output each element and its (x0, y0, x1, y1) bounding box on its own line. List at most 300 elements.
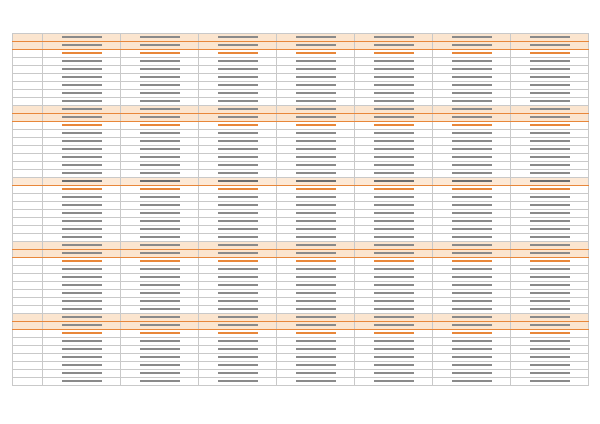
meal-cell (199, 338, 277, 346)
meal-cell (433, 282, 511, 290)
text-placeholder (452, 244, 492, 246)
text-placeholder (452, 92, 492, 94)
meal-cell (43, 378, 121, 386)
text-placeholder (374, 116, 414, 118)
text-placeholder (140, 380, 180, 382)
table-row (13, 378, 589, 386)
meal-cell (121, 74, 199, 82)
meal-cell (43, 354, 121, 362)
table-row (13, 298, 589, 306)
meal-cell (43, 90, 121, 98)
meal-cell (511, 50, 589, 58)
row-label-cell (13, 258, 43, 266)
meal-cell (199, 242, 277, 250)
meal-cell (277, 154, 355, 162)
text-placeholder (530, 372, 570, 374)
text-placeholder (296, 332, 336, 334)
text-placeholder (296, 236, 336, 238)
text-placeholder (140, 316, 180, 318)
meal-cell (43, 306, 121, 314)
text-placeholder (296, 364, 336, 366)
meal-cell (43, 194, 121, 202)
meal-cell (121, 266, 199, 274)
row-label-cell (13, 34, 43, 42)
meal-cell (43, 66, 121, 74)
text-placeholder (62, 100, 102, 102)
meal-cell (277, 242, 355, 250)
row-label-cell (13, 274, 43, 282)
meal-cell (277, 130, 355, 138)
text-placeholder (374, 180, 414, 182)
meal-cell (355, 114, 433, 122)
text-placeholder (296, 308, 336, 310)
meal-cell (43, 98, 121, 106)
text-placeholder (530, 92, 570, 94)
text-placeholder (296, 68, 336, 70)
text-placeholder (62, 244, 102, 246)
table-row (13, 154, 589, 162)
row-label-cell (13, 298, 43, 306)
meal-cell (511, 194, 589, 202)
meal-cell (433, 290, 511, 298)
text-placeholder (140, 196, 180, 198)
text-placeholder (530, 340, 570, 342)
table-row (13, 282, 589, 290)
text-placeholder (140, 300, 180, 302)
meal-cell (277, 378, 355, 386)
meal-cell (121, 330, 199, 338)
meal-cell (433, 58, 511, 66)
meal-cell (511, 290, 589, 298)
meal-cell (121, 218, 199, 226)
text-placeholder (530, 204, 570, 206)
meal-cell (43, 362, 121, 370)
text-placeholder (62, 316, 102, 318)
text-placeholder (452, 372, 492, 374)
text-placeholder (218, 348, 258, 350)
meal-cell (277, 202, 355, 210)
text-placeholder (452, 148, 492, 150)
meal-cell (121, 90, 199, 98)
text-placeholder (140, 44, 180, 46)
meal-cell (43, 338, 121, 346)
meal-cell (355, 194, 433, 202)
text-placeholder (452, 60, 492, 62)
row-label-cell (13, 50, 43, 58)
meal-cell (433, 170, 511, 178)
text-placeholder (140, 148, 180, 150)
text-placeholder (218, 68, 258, 70)
meal-cell (511, 210, 589, 218)
meal-cell (43, 258, 121, 266)
text-placeholder (62, 76, 102, 78)
text-placeholder (530, 356, 570, 358)
text-placeholder (530, 380, 570, 382)
meal-cell (121, 98, 199, 106)
meal-cell (355, 50, 433, 58)
text-placeholder (530, 332, 570, 334)
meal-cell (43, 298, 121, 306)
text-placeholder (218, 308, 258, 310)
meal-cell (199, 218, 277, 226)
text-placeholder (374, 84, 414, 86)
text-placeholder (296, 36, 336, 38)
text-placeholder (218, 372, 258, 374)
text-placeholder (452, 100, 492, 102)
text-placeholder (374, 276, 414, 278)
meal-cell (121, 50, 199, 58)
text-placeholder (296, 268, 336, 270)
table-row (13, 234, 589, 242)
meal-cell (277, 306, 355, 314)
text-placeholder (452, 364, 492, 366)
meal-cell (511, 106, 589, 114)
meal-cell (433, 202, 511, 210)
text-placeholder (530, 164, 570, 166)
text-placeholder (374, 204, 414, 206)
meal-cell (355, 370, 433, 378)
table-row (13, 58, 589, 66)
meal-cell (511, 362, 589, 370)
meal-cell (199, 202, 277, 210)
meal-cell (433, 250, 511, 258)
text-placeholder (296, 380, 336, 382)
meal-cell (433, 234, 511, 242)
text-placeholder (62, 84, 102, 86)
meal-cell (277, 298, 355, 306)
text-placeholder (218, 332, 258, 334)
meal-cell (43, 346, 121, 354)
table-row (13, 194, 589, 202)
meal-cell (433, 90, 511, 98)
row-label-cell (13, 138, 43, 146)
meal-cell (511, 338, 589, 346)
meal-cell (511, 322, 589, 330)
text-placeholder (296, 244, 336, 246)
text-placeholder (140, 356, 180, 358)
text-placeholder (218, 300, 258, 302)
text-placeholder (530, 324, 570, 326)
meal-cell (433, 66, 511, 74)
table-row (13, 162, 589, 170)
text-placeholder (452, 276, 492, 278)
section-header-row (13, 250, 589, 258)
meal-cell (121, 250, 199, 258)
row-label-cell (13, 130, 43, 138)
text-placeholder (62, 300, 102, 302)
text-placeholder (218, 340, 258, 342)
meal-cell (511, 74, 589, 82)
text-placeholder (218, 76, 258, 78)
text-placeholder (218, 244, 258, 246)
meal-cell (355, 274, 433, 282)
table-row (13, 138, 589, 146)
meal-cell (121, 186, 199, 194)
meal-cell (277, 42, 355, 50)
meal-cell (355, 330, 433, 338)
text-placeholder (218, 196, 258, 198)
text-placeholder (218, 228, 258, 230)
meal-cell (121, 58, 199, 66)
text-placeholder (218, 356, 258, 358)
table-row (13, 330, 589, 338)
text-placeholder (530, 180, 570, 182)
text-placeholder (218, 316, 258, 318)
text-placeholder (296, 300, 336, 302)
row-label-cell (13, 82, 43, 90)
meal-cell (199, 170, 277, 178)
table-row (13, 290, 589, 298)
row-label-cell (13, 194, 43, 202)
meal-cell (355, 258, 433, 266)
meal-cell (199, 98, 277, 106)
meal-cell (199, 274, 277, 282)
row-label-cell (13, 266, 43, 274)
meal-cell (199, 130, 277, 138)
text-placeholder (140, 324, 180, 326)
row-label-cell (13, 74, 43, 82)
text-placeholder (374, 380, 414, 382)
text-placeholder (140, 140, 180, 142)
meal-cell (355, 282, 433, 290)
text-placeholder (62, 140, 102, 142)
text-placeholder (374, 132, 414, 134)
text-placeholder (452, 268, 492, 270)
text-placeholder (62, 164, 102, 166)
meal-cell (511, 122, 589, 130)
section-header-row (13, 106, 589, 114)
text-placeholder (374, 140, 414, 142)
text-placeholder (374, 316, 414, 318)
text-placeholder (62, 260, 102, 262)
meal-cell (511, 178, 589, 186)
meal-cell (199, 226, 277, 234)
text-placeholder (374, 348, 414, 350)
text-placeholder (62, 44, 102, 46)
row-label-cell (13, 226, 43, 234)
meal-cell (511, 274, 589, 282)
meal-cell (199, 306, 277, 314)
meal-cell (277, 346, 355, 354)
row-label-cell (13, 170, 43, 178)
meal-cell (277, 266, 355, 274)
meal-cell (511, 378, 589, 386)
meal-cell (433, 194, 511, 202)
meal-cell (199, 290, 277, 298)
meal-cell (355, 234, 433, 242)
meal-cell (277, 106, 355, 114)
text-placeholder (62, 380, 102, 382)
text-placeholder (530, 76, 570, 78)
meal-cell (511, 114, 589, 122)
meal-cell (511, 258, 589, 266)
meal-plan-sheet (12, 33, 588, 395)
text-placeholder (218, 268, 258, 270)
text-placeholder (374, 332, 414, 334)
date-header-row (13, 178, 589, 186)
meal-cell (355, 218, 433, 226)
text-placeholder (140, 372, 180, 374)
text-placeholder (452, 236, 492, 238)
meal-cell (355, 250, 433, 258)
text-placeholder (218, 124, 258, 126)
meal-cell (277, 338, 355, 346)
meal-cell (277, 178, 355, 186)
meal-cell (199, 58, 277, 66)
meal-cell (43, 370, 121, 378)
meal-cell (433, 306, 511, 314)
meal-cell (511, 354, 589, 362)
text-placeholder (296, 276, 336, 278)
meal-cell (511, 330, 589, 338)
table-row (13, 370, 589, 378)
meal-cell (199, 362, 277, 370)
row-label-cell (13, 90, 43, 98)
meal-cell (433, 314, 511, 322)
text-placeholder (374, 260, 414, 262)
row-label-cell (13, 162, 43, 170)
text-placeholder (374, 364, 414, 366)
text-placeholder (218, 204, 258, 206)
text-placeholder (218, 140, 258, 142)
text-placeholder (530, 100, 570, 102)
meal-cell (355, 378, 433, 386)
text-placeholder (140, 76, 180, 78)
text-placeholder (452, 196, 492, 198)
text-placeholder (374, 308, 414, 310)
section-header-row (13, 242, 589, 250)
meal-cell (199, 122, 277, 130)
meal-cell (43, 274, 121, 282)
meal-cell (433, 210, 511, 218)
meal-cell (121, 298, 199, 306)
meal-cell (433, 146, 511, 154)
text-placeholder (140, 92, 180, 94)
table-row (13, 90, 589, 98)
table-row (13, 186, 589, 194)
text-placeholder (62, 284, 102, 286)
text-placeholder (530, 244, 570, 246)
row-label-cell (13, 306, 43, 314)
text-placeholder (374, 212, 414, 214)
meal-cell (433, 106, 511, 114)
row-label-cell (13, 202, 43, 210)
meal-cell (199, 178, 277, 186)
text-placeholder (374, 356, 414, 358)
meal-cell (511, 82, 589, 90)
text-placeholder (374, 172, 414, 174)
meal-cell (355, 138, 433, 146)
meal-cell (433, 130, 511, 138)
table-row (13, 266, 589, 274)
section-header-row (13, 42, 589, 50)
meal-cell (43, 210, 121, 218)
text-placeholder (140, 108, 180, 110)
meal-cell (433, 122, 511, 130)
meal-cell (355, 74, 433, 82)
text-placeholder (296, 52, 336, 54)
text-placeholder (62, 324, 102, 326)
meal-cell (511, 306, 589, 314)
meal-cell (199, 346, 277, 354)
meal-cell (121, 378, 199, 386)
meal-cell (433, 178, 511, 186)
meal-cell (199, 322, 277, 330)
meal-cell (355, 306, 433, 314)
text-placeholder (140, 84, 180, 86)
meal-cell (355, 298, 433, 306)
meal-cell (277, 282, 355, 290)
text-placeholder (530, 52, 570, 54)
meal-cell (355, 346, 433, 354)
text-placeholder (62, 132, 102, 134)
text-placeholder (218, 172, 258, 174)
text-placeholder (62, 148, 102, 150)
text-placeholder (218, 260, 258, 262)
row-label-cell (13, 218, 43, 226)
text-placeholder (140, 172, 180, 174)
section-header-row (13, 322, 589, 330)
text-placeholder (62, 108, 102, 110)
text-placeholder (530, 84, 570, 86)
weekly-meal-table (12, 33, 589, 386)
meal-cell (277, 34, 355, 42)
meal-cell (199, 114, 277, 122)
row-label-cell (13, 146, 43, 154)
text-placeholder (374, 188, 414, 190)
text-placeholder (452, 316, 492, 318)
meal-cell (43, 74, 121, 82)
text-placeholder (62, 60, 102, 62)
text-placeholder (452, 308, 492, 310)
meal-cell (433, 50, 511, 58)
text-placeholder (374, 68, 414, 70)
text-placeholder (62, 220, 102, 222)
meal-cell (277, 146, 355, 154)
meal-cell (121, 210, 199, 218)
meal-cell (355, 66, 433, 74)
meal-cell (121, 354, 199, 362)
meal-cell (277, 362, 355, 370)
text-placeholder (296, 44, 336, 46)
text-placeholder (296, 196, 336, 198)
text-placeholder (218, 212, 258, 214)
meal-cell (277, 50, 355, 58)
text-placeholder (452, 332, 492, 334)
meal-cell (277, 58, 355, 66)
meal-cell (277, 290, 355, 298)
text-placeholder (62, 308, 102, 310)
meal-cell (121, 178, 199, 186)
meal-cell (43, 114, 121, 122)
text-placeholder (530, 36, 570, 38)
row-label-cell (13, 114, 43, 122)
text-placeholder (62, 188, 102, 190)
meal-cell (199, 90, 277, 98)
text-placeholder (296, 348, 336, 350)
table-row (13, 122, 589, 130)
meal-cell (43, 186, 121, 194)
text-placeholder (62, 212, 102, 214)
text-placeholder (62, 156, 102, 158)
text-placeholder (452, 292, 492, 294)
meal-cell (433, 266, 511, 274)
meal-cell (355, 202, 433, 210)
meal-cell (511, 346, 589, 354)
meal-cell (43, 202, 121, 210)
table-row (13, 50, 589, 58)
text-placeholder (140, 188, 180, 190)
